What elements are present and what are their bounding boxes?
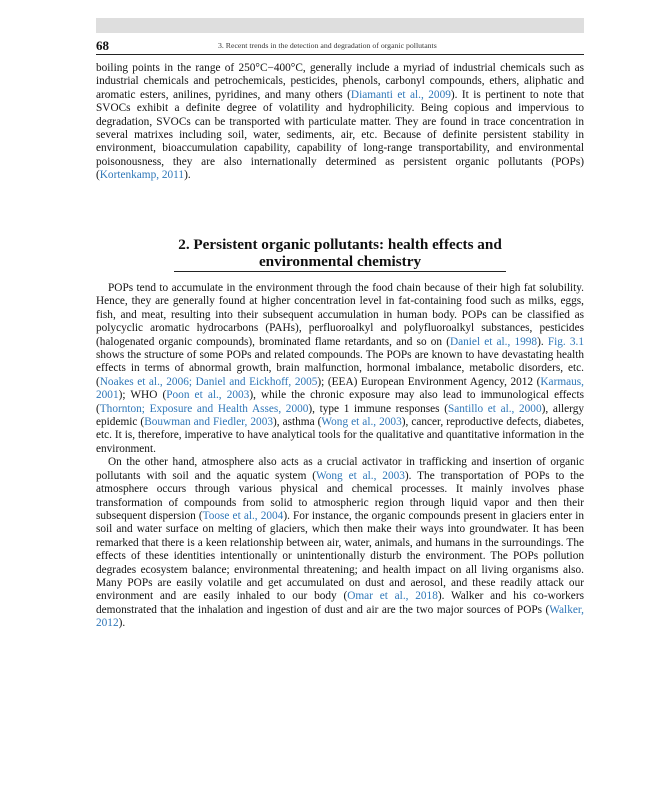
paragraph <box>96 456 584 630</box>
citation-link[interactable]: Kortenkamp, 2011 <box>99 169 185 182</box>
text-segment: ), type 1 immune responses ( <box>308 402 448 415</box>
section-number: 2. <box>178 236 190 253</box>
citation-link[interactable]: Santillo et al., 2000 <box>447 402 542 415</box>
running-title: 3. Recent trends in the detection and degradation of organic pollutants <box>218 41 437 50</box>
text-segment: shows the structure of some POPs and related compounds. The POPs are known to have devastating health effects in terms of abnormal growth, brain malfunction, hormonal imbalance, metabolic disorders, etc. ( <box>96 349 584 388</box>
text-segment: ), allergy epidemic ( <box>96 402 584 429</box>
section-title <box>96 236 584 270</box>
text-segment: ). <box>118 617 126 630</box>
paragraph <box>96 62 584 183</box>
citation-link[interactable]: Noakes et al., 2006; Daniel and Eickhoff, 2005 <box>99 375 318 388</box>
citation-link[interactable]: Thornton; Exposure and Health Asses, 2000 <box>99 402 309 415</box>
citation-link[interactable]: Fig. 3.1 <box>547 335 584 348</box>
section-title-line1: Persistent organic pollutants: health effects and <box>193 236 502 253</box>
text-segment: ). For instance, the organic compounds present in glaciers enter in soil and water surface on melting of glaciers, which then make their ways into groundwater. It has been remarked that there is a keen relationship between air, water, animals, and humans in the surroundings. The effects of these identities intentionally or unintentionally disturb the environment. The POPs pollution degrades ecosystem balance; environmental threatening; and health impact on all living organisms also. Many POPs are easily volatile and get accumulated on dust and aerosol, and these readily attack our environment and are easily inhaled to our body ( <box>96 509 584 603</box>
text-segment: On the other hand, atmosphere also acts as a crucial activator in trafficking and insertion of organic pollutants with soil and the aquatic system ( <box>96 456 584 482</box>
text-segment: ). <box>184 169 191 182</box>
text-segment: ); WHO ( <box>118 389 167 402</box>
text-segment: boiling points in the range of 250°C−400°C, generally include a myriad of industrial chemicals such as industrial chemicals and petrochemicals, pesticides, phenols, carbonyl compounds, ethers, aliphatic and aromatic esters, anilines, pyridines, and many others ( <box>96 62 584 101</box>
section-title-rule <box>174 271 506 272</box>
section-title-line2: environmental chemistry <box>258 253 422 270</box>
citation-link[interactable]: Poon et al., 2003 <box>166 389 250 402</box>
text-segment: ). It is pertinent to note that SVOCs exhibit a definite degree of volatility and hydrophilicity. Being copious and impervious to degradation, SVOCs can be transported with particulate matter. They are found in trace concentration in several matrixes including soil, water, sediments, air, etc. Because of definite persistent stability in environment, bioaccumulation capability, capability of long-range transportability, and environmental poisonousness, they are also internationally determined as persistent organic pollutants (POPs) ( <box>96 88 584 182</box>
text-segment: ). The transportation of POPs to the atmosphere occurs through various physical and chemical processes. It mainly involves phase transformation of compounds from solid to atmospheric region through liquid vapor and then their subsequent dispersion ( <box>96 469 584 522</box>
citation-link[interactable]: Karmaus, 2001 <box>96 375 584 402</box>
citation-link[interactable]: Wong et al., 2003 <box>316 469 405 482</box>
text-segment: ), asthma ( <box>273 416 322 429</box>
citation-link[interactable]: Bouwman and Fiedler, 2003 <box>144 416 273 429</box>
citation-link[interactable]: Omar et al., 2018 <box>347 590 438 603</box>
text-segment: ), while the chronic exposure may also lead to immunological effects ( <box>96 389 584 415</box>
citation-link[interactable]: Wong et al., 2003 <box>321 416 402 429</box>
text-segment: ), cancer, reproductive defects, diabetes, etc. It is, therefore, imperative to have analytical tools for the qualitative and quantitative information in the environment. <box>96 416 584 455</box>
header-rule <box>96 54 584 55</box>
text-segment: ). Walker and his co-workers demonstrated that the inhalation and ingestion of dust and air are the two major sources of POPs ( <box>96 590 584 616</box>
body-text-top <box>96 62 584 183</box>
header-bar <box>96 18 584 33</box>
text-segment: POPs tend to accumulate in the environment through the food chain because of their high fat solubility. Hence, they are generally found at higher concentration level in fat-containing food such as milks, eggs, fish, and meat, resulting into their subsequent accumulation in human body. POPs can be classified as polycyclic aromatic hydrocarbons (PAHs), perfluoroalkyl and polyfluoroalkyl substances, pesticides (halogenated organic compounds), brominated flame retardants, and so on ( <box>96 282 584 348</box>
citation-link[interactable]: Diamanti et al., 2009 <box>350 88 451 101</box>
page-number: 68 <box>96 38 109 53</box>
text-segment: ); (EEA) European Environment Agency, 2012 ( <box>317 375 541 388</box>
body-text-section <box>96 282 584 631</box>
citation-link[interactable]: Daniel et al., 1998 <box>449 335 538 348</box>
text-segment: ). <box>537 335 548 348</box>
paragraph <box>96 282 584 456</box>
citation-link[interactable]: Walker, 2012 <box>96 603 584 630</box>
citation-link[interactable]: Toose et al., 2004 <box>202 509 284 522</box>
